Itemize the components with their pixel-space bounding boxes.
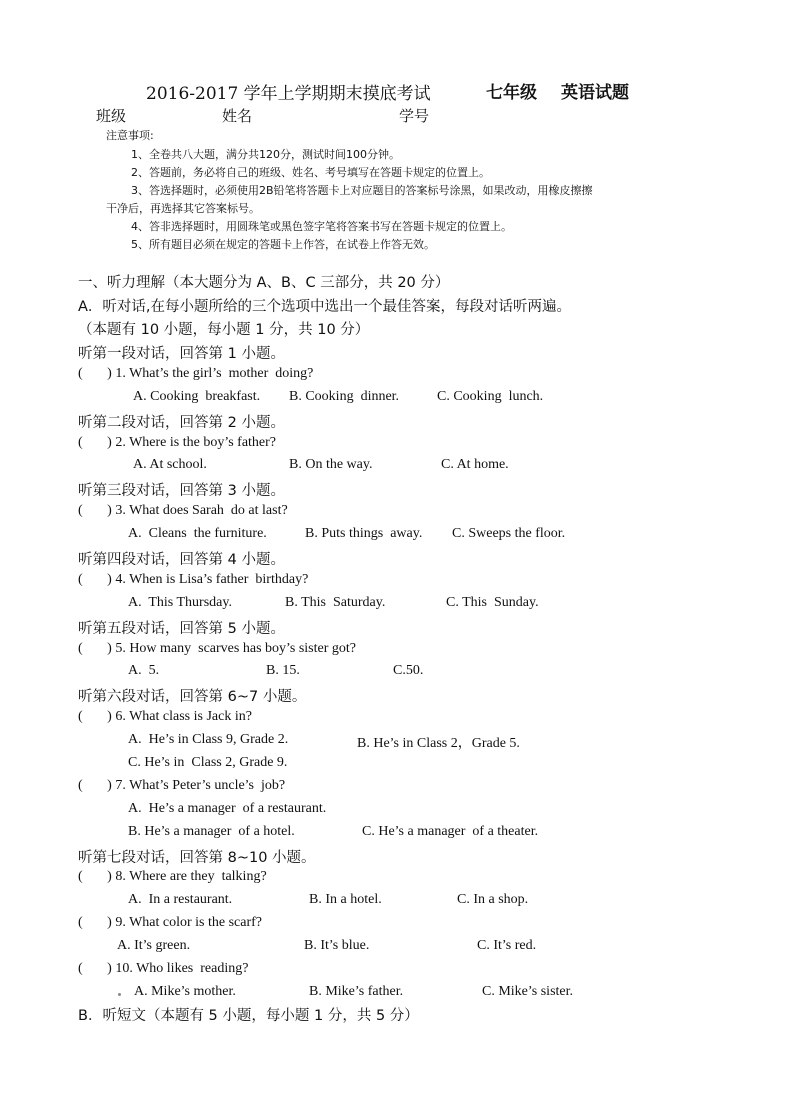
note-item: 1、全卷共八大题，满分共120分，测试时间100分钟。 — [131, 148, 400, 161]
option-b: B. 15. — [266, 663, 300, 678]
option-a: A. 5. — [128, 663, 160, 678]
student-number-label: 学号 — [399, 107, 430, 125]
option-c: C. He’s in Class 2, Grade 9. — [128, 755, 288, 770]
part-a-score: （本题有 10 小题，每小题 1 分，共 10 分） — [78, 322, 370, 338]
option-a: A. In a restaurant. — [128, 892, 233, 907]
option-b: B. He’s in Class 2，Grade 5. — [357, 736, 520, 751]
option-c: C. At home. — [441, 457, 509, 472]
grade-label: 七年级 — [486, 83, 537, 103]
option-c: C. Mike’s sister. — [482, 984, 574, 999]
option-a: A. Mike’s mother. — [134, 984, 236, 999]
option-b: B. Cooking dinner. — [289, 389, 400, 404]
note-item: 2、答题前，务必将自己的班级、姓名、考号填写在答题卡规定的位置上。 — [131, 166, 490, 179]
option-b: B. In a hotel. — [309, 892, 382, 907]
option-c: C. It’s red. — [477, 938, 537, 953]
exam-title: 2016-2017 学年上学期期末摸底考试 — [146, 84, 431, 104]
notes-heading: 注意事项: — [106, 129, 154, 142]
question-1: ( ) 1. What’s the girl’s mother doing? — [78, 366, 314, 381]
option-c: C. This Sunday. — [446, 595, 539, 610]
option-c: C. Cooking lunch. — [437, 389, 544, 404]
option-b: B. Puts things away. — [305, 526, 423, 541]
option-c: C. In a shop. — [457, 892, 529, 907]
question-3: ( ) 3. What does Sarah do at last? — [78, 503, 288, 518]
question-9: ( ) 9. What color is the scarf? — [78, 915, 263, 930]
note-item: 3、答选择题时，必须使用2B铅笔将答题卡上对应题目的答案标号涂黑，如果改动，用橡皮擦擦 — [131, 184, 593, 197]
name-label: 姓名 — [222, 107, 253, 125]
note-item: 5、所有题目必须在规定的答题卡上作答，在试卷上作答无效。 — [131, 238, 435, 251]
part-a-instruction: A．听对话,在每小题所给的三个选项中选出一个最佳答案，每段对话听两遍。 — [78, 299, 572, 315]
dialogue-instruction: 听第三段对话，回答第 3 小题。 — [78, 483, 285, 499]
option-c: C.50. — [393, 663, 424, 678]
option-c: C. Sweeps the floor. — [452, 526, 566, 541]
question-7: ( ) 7. What’s Peter’s uncle’s job? — [78, 778, 286, 793]
option-b: B. He’s a manager of a hotel. — [128, 824, 295, 839]
question-4: ( ) 4. When is Lisa’s father birthday? — [78, 572, 309, 587]
dialogue-instruction: 听第一段对话，回答第 1 小题。 — [78, 346, 285, 362]
part-b-instruction: B．听短文（本题有 5 小题，每小题 1 分，共 5 分） — [78, 1008, 419, 1024]
question-8: ( ) 8. Where are they talking? — [78, 869, 267, 884]
note-item-continued: 干净后，再选择其它答案标号。 — [106, 202, 260, 215]
question-6: ( ) 6. What class is Jack in? — [78, 709, 252, 724]
dialogue-instruction: 听第二段对话，回答第 2 小题。 — [78, 415, 285, 431]
option-b: B. On the way. — [289, 457, 373, 472]
option-b: B. This Saturday. — [285, 595, 386, 610]
option-a: A. Cooking breakfast. — [133, 389, 261, 404]
option-a: A. He’s in Class 9, Grade 2. — [128, 732, 289, 747]
stray-mark — [118, 993, 121, 996]
dialogue-instruction: 听第七段对话，回答第 8~10 小题。 — [78, 850, 316, 866]
option-a: A. He’s a manager of a restaurant. — [128, 801, 327, 816]
option-b: B. It’s blue. — [304, 938, 370, 953]
note-item: 4、答非选择题时，用圆珠笔或黑色签字笔将答案书写在答题卡规定的位置上。 — [131, 220, 512, 233]
subject-label: 英语试题 — [561, 83, 629, 103]
class-label: 班级 — [96, 107, 127, 125]
dialogue-instruction: 听第四段对话，回答第 4 小题。 — [78, 552, 285, 568]
section-heading: 一、听力理解（本大题分为 A、B、C 三部分，共 20 分） — [78, 275, 450, 291]
dialogue-instruction: 听第六段对话，回答第 6~7 小题。 — [78, 689, 307, 705]
dialogue-instruction: 听第五段对话，回答第 5 小题。 — [78, 621, 285, 637]
option-a: A. It’s green. — [117, 938, 191, 953]
option-a: A. Cleans the furniture. — [128, 526, 267, 541]
option-a: A. This Thursday. — [128, 595, 232, 610]
question-5: ( ) 5. How many scarves has boy’s sister got? — [78, 641, 357, 656]
option-b: B. Mike’s father. — [309, 984, 404, 999]
option-c: C. He’s a manager of a theater. — [362, 824, 539, 839]
option-a: A. At school. — [133, 457, 207, 472]
question-10: ( ) 10. Who likes reading? — [78, 961, 249, 976]
question-2: ( ) 2. Where is the boy’s father? — [78, 435, 277, 450]
